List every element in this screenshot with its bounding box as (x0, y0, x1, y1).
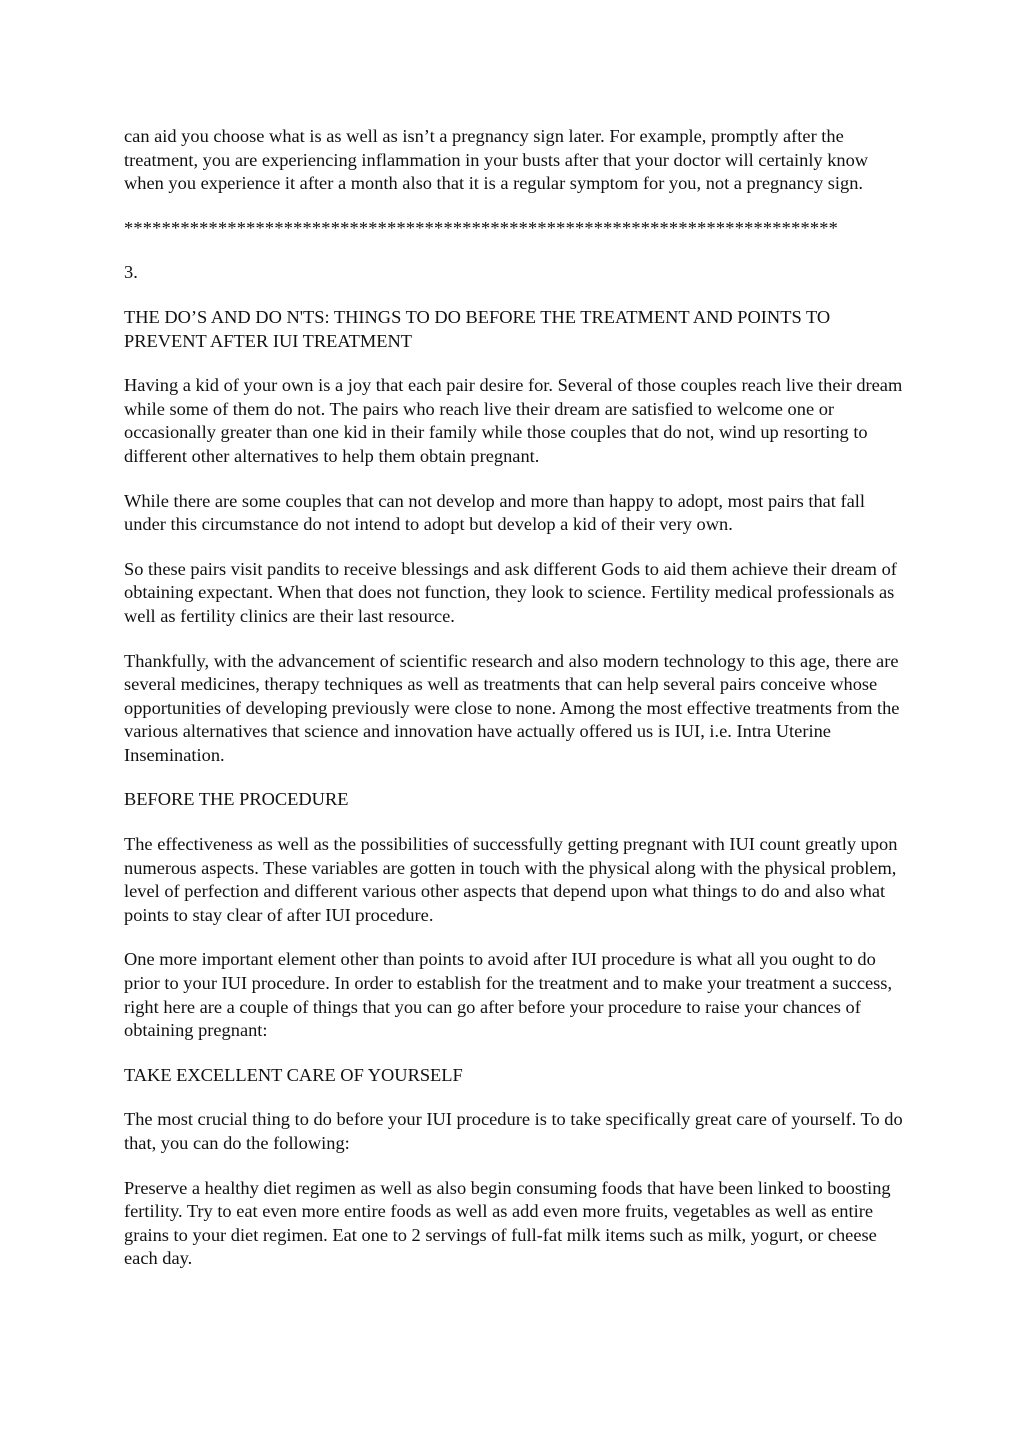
section-heading: THE DO’S AND DO N'TS: THINGS TO DO BEFORE THE TREATMENT AND POINTS TO PREVENT AFTER IUI TREATMENT (124, 306, 831, 351)
paragraph-effectiveness: The effectiveness as well as the possibilities of successfully getting pregnant with IUI count greatly upon numerous aspects. These variables are gotten in touch with the physical along with the physical problem, level of perfection and different various other aspects that depend upon what things to do and also what points to stay clear of after IUI procedure. (124, 834, 898, 925)
separator-asterisks: **************************************************************************** (124, 217, 839, 238)
subheading-take-care: TAKE EXCELLENT CARE OF YOURSELF (124, 1064, 463, 1085)
paragraph-pandits: So these pairs visit pandits to receive blessings and ask different Gods to aid them achieve their dream of obtaining expectant. When that does not function, they look to science. Fertility medical professionals as well as fertility clinics are their last resource. (124, 558, 897, 626)
subheading-before-procedure: BEFORE THE PROCEDURE (124, 789, 349, 810)
document-page (124, 125, 904, 1292)
paragraph-having-a-kid: Having a kid of your own is a joy that each pair desire for. Several of those couples reach live their dream while some of them do not. The pairs who reach live their dream are satisfied to welcome one or occasionally greater than one kid in their family while those couples that do not, wind up resorting to different other alternatives to help them obtain pregnant. (124, 375, 903, 466)
section-number: 3. (124, 262, 138, 283)
paragraph-thankfully: Thankfully, with the advancement of scientific research and also modern technology to this age, there are several medicines, therapy techniques as well as treatments that can help several pairs conceive whose opportunities of developing previously were close to none. Among the most effective treatments from the various alternatives that science and innovation have actually offered us is IUI, i.e. Intra Uterine Insemination. (124, 650, 900, 765)
paragraph-crucial-thing: The most crucial thing to do before your IUI procedure is to take specifically great care of yourself. To do that, you can do the following: (124, 1109, 903, 1153)
paragraph-adopt: While there are some couples that can not develop and more than happy to adopt, most pairs that fall under this circumstance do not intend to adopt but develop a kid of their very own. (124, 490, 866, 535)
paragraph-diet: Preserve a healthy diet regimen as well as also begin consuming foods that have been linked to boosting fertility. Try to eat even more entire foods as well as add even more fruits, vegetables as well as entire grains to your diet regimen. Eat one to 2 servings of full-fat milk items such as milk, yogurt, or cheese each day. (124, 1177, 891, 1269)
paragraph-intro-continuation: can aid you choose what is as well as isn’t a pregnancy sign later. For example, promptly after the treatment, you are experiencing inflammation in your busts after that your doctor will certainly know when you experience it after a month also that it is a regular symptom for you, not a pregnancy sign. (124, 126, 869, 194)
paragraph-important-element: One more important element other than points to avoid after IUI procedure is what all you ought to do prior to your IUI procedure. In order to establish for the treatment and to make your treatment a success, right here are a couple of things that you can go after before your procedure to raise your chances of obtaining pregnant: (124, 949, 893, 1041)
